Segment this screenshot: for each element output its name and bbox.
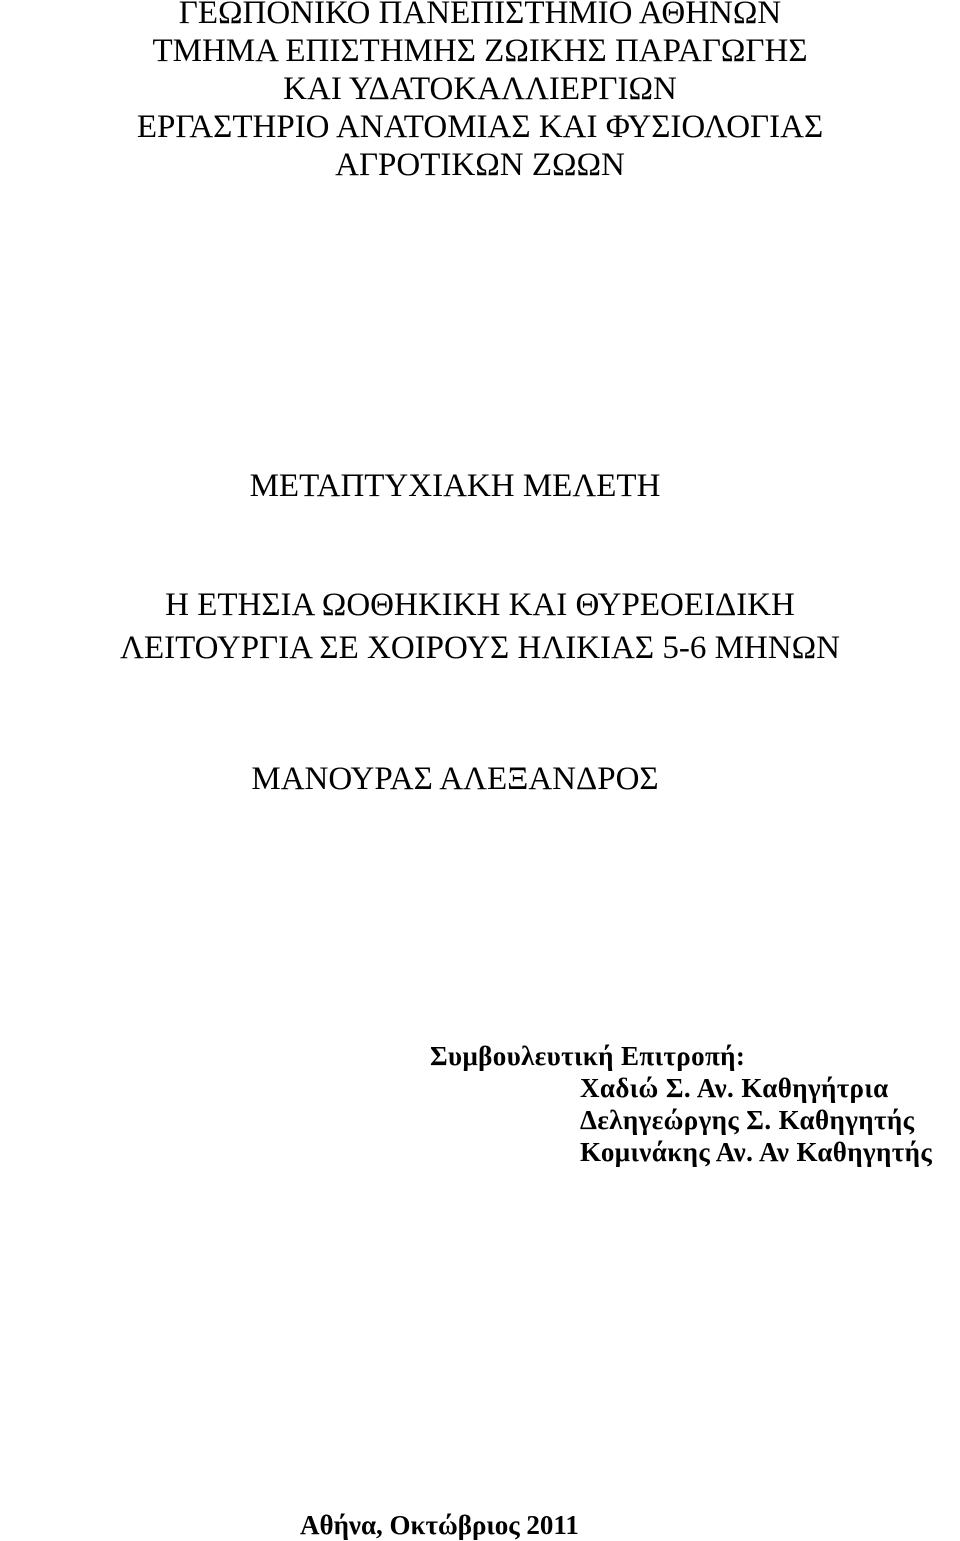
committee-member: Χαδιώ Σ. Αν. Καθηγήτρια xyxy=(580,1073,889,1103)
university-name: ΓΕΩΠΟΝΙΚΟ ΠΑΝΕΠΙΣΤΗΜΙΟ ΑΘΗΝΩΝ xyxy=(178,0,782,31)
committee-member: Δεληγεώργης Σ. Καθηγητής xyxy=(580,1105,915,1135)
advisory-committee xyxy=(430,1040,960,1168)
laboratory-name-line1: ΕΡΓΑΣΤΗΡΙΟ ΑΝΑΤΟΜΙΑΣ ΚΑΙ ΦΥΣΙΟΛΟΓΙΑΣ xyxy=(136,109,824,145)
author-name: ΜΑΝΟΥΡΑΣ ΑΛΕΞΑΝΔΡΟΣ xyxy=(251,761,659,797)
department-name-line1: ΤΜΗΜΑ ΕΠΙΣΤΗΜΗΣ ΖΩΙΚΗΣ ΠΑΡΑΓΩΓΗΣ xyxy=(152,33,808,69)
place-and-date: Αθήνα, Οκτώβριος 2011 xyxy=(300,1510,579,1540)
department-name-line2: ΚΑΙ ΥΔΑΤΟΚΑΛΛΙΕΡΓΙΩΝ xyxy=(283,71,677,107)
study-type: ΜΕΤΑΠΤΥΧΙΑΚΗ ΜΕΛΕΤΗ xyxy=(249,468,661,504)
thesis-title-line2: ΛΕΙΤΟΥΡΓΙΑ ΣΕ ΧΟΙΡΟΥΣ ΗΛΙΚΙΑΣ 5-6 ΜΗΝΩΝ xyxy=(120,630,840,666)
thesis-title-line1: Η ΕΤΗΣΙΑ ΩΟΘΗΚΙΚΗ ΚΑΙ ΘΥΡΕΟΕΙΔΙΚΗ xyxy=(165,587,795,623)
thesis-title xyxy=(0,584,960,670)
laboratory-name-line2: ΑΓΡΟΤΙΚΩΝ ΖΩΩΝ xyxy=(335,147,625,183)
institution-header xyxy=(0,0,960,184)
committee-heading: Συμβουλευτική Επιτροπή: xyxy=(430,1041,746,1071)
committee-member: Κομινάκης Αν. Αν Καθηγητής xyxy=(580,1137,933,1167)
